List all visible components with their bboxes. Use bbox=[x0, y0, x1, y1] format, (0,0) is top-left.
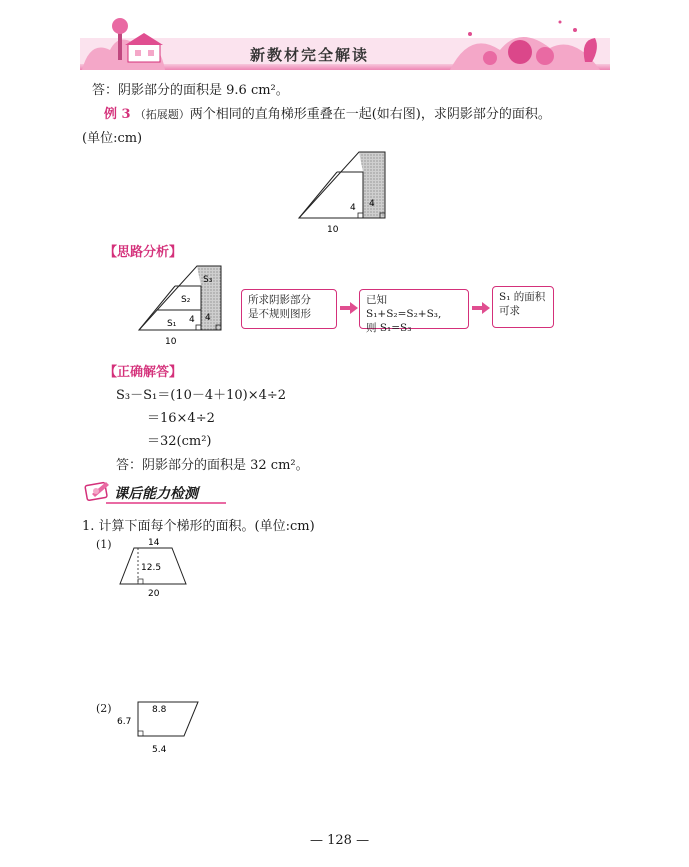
pencil-card-icon bbox=[84, 478, 114, 502]
trapezoid-1-figure bbox=[108, 536, 198, 602]
analysis-title: 【思路分析】 bbox=[104, 245, 183, 260]
example-unit: (单位:cm) bbox=[82, 131, 143, 146]
trapezoid-2-figure bbox=[112, 698, 222, 760]
analysis-s3: S₃ bbox=[203, 275, 213, 285]
fig1-label: (1) bbox=[96, 538, 112, 551]
arrow-1-icon bbox=[340, 302, 358, 314]
example-line bbox=[104, 103, 551, 122]
header-banner bbox=[0, 0, 689, 78]
solution-line1: S₃－S₁＝(10－4＋10)×4÷2 bbox=[116, 388, 287, 403]
example-dim-4b: 4 bbox=[369, 199, 375, 209]
prev-answer: 答：阴影部分的面积是 9.6 cm²。 bbox=[92, 83, 289, 98]
analysis-box-1 bbox=[241, 289, 337, 329]
page-number: — 128 — bbox=[310, 833, 370, 848]
analysis-dim-10: 10 bbox=[165, 337, 177, 347]
analysis-box-2 bbox=[359, 289, 469, 334]
fig1-height: 12.5 bbox=[141, 563, 162, 573]
box3-line1: S₁ 的面积 bbox=[499, 291, 546, 303]
fig1-top: 14 bbox=[148, 538, 160, 548]
analysis-dim-4a: 4 bbox=[189, 315, 195, 325]
analysis-dim-4b: 4 bbox=[205, 313, 211, 323]
question-1: 1. 计算下面每个梯形的面积。(单位:cm) bbox=[82, 519, 315, 534]
example-figure bbox=[295, 148, 395, 238]
example-tag: （拓展题） bbox=[134, 108, 190, 121]
box1-line1: 所求阴影部分 bbox=[248, 294, 311, 306]
analysis-s2: S₂ bbox=[181, 295, 191, 305]
box3-line2: 可求 bbox=[499, 305, 520, 317]
header-decoration bbox=[0, 0, 689, 78]
practice-title: 课后能力检测 bbox=[114, 486, 198, 502]
box1-line2: 是不规则图形 bbox=[248, 308, 311, 320]
example-dim-4a: 4 bbox=[350, 203, 356, 213]
example-label: 例 3 bbox=[104, 107, 131, 122]
solution-title: 【正确解答】 bbox=[104, 365, 183, 380]
arrow-2-icon bbox=[472, 302, 490, 314]
fig2-top: 8.8 bbox=[152, 705, 167, 715]
fig2-label: (2) bbox=[96, 702, 112, 715]
example-text: 两个相同的直角梯形重叠在一起(如右图)，求阴影部分的面积。 bbox=[189, 107, 551, 122]
solution-line3: ＝32(cm²) bbox=[147, 434, 212, 449]
fig1-bottom: 20 bbox=[148, 589, 160, 599]
analysis-box-3 bbox=[492, 286, 554, 328]
box2-line2: 则 S₁=S₃ bbox=[366, 322, 412, 334]
analysis-figure bbox=[135, 262, 235, 350]
practice-underline bbox=[106, 502, 226, 504]
solution-answer: 答：阴影部分的面积是 32 cm²。 bbox=[116, 458, 309, 473]
analysis-s1: S₁ bbox=[167, 319, 177, 329]
example-dim-10: 10 bbox=[327, 225, 339, 235]
box2-line1: 已知 S₁+S₂=S₂+S₃, bbox=[366, 294, 442, 320]
fig2-side: 6.7 bbox=[117, 717, 132, 727]
fig2-bottom: 5.4 bbox=[152, 745, 167, 755]
solution-line2: ＝16×4÷2 bbox=[147, 411, 215, 426]
header-title: 新教材完全解读 bbox=[250, 46, 370, 64]
